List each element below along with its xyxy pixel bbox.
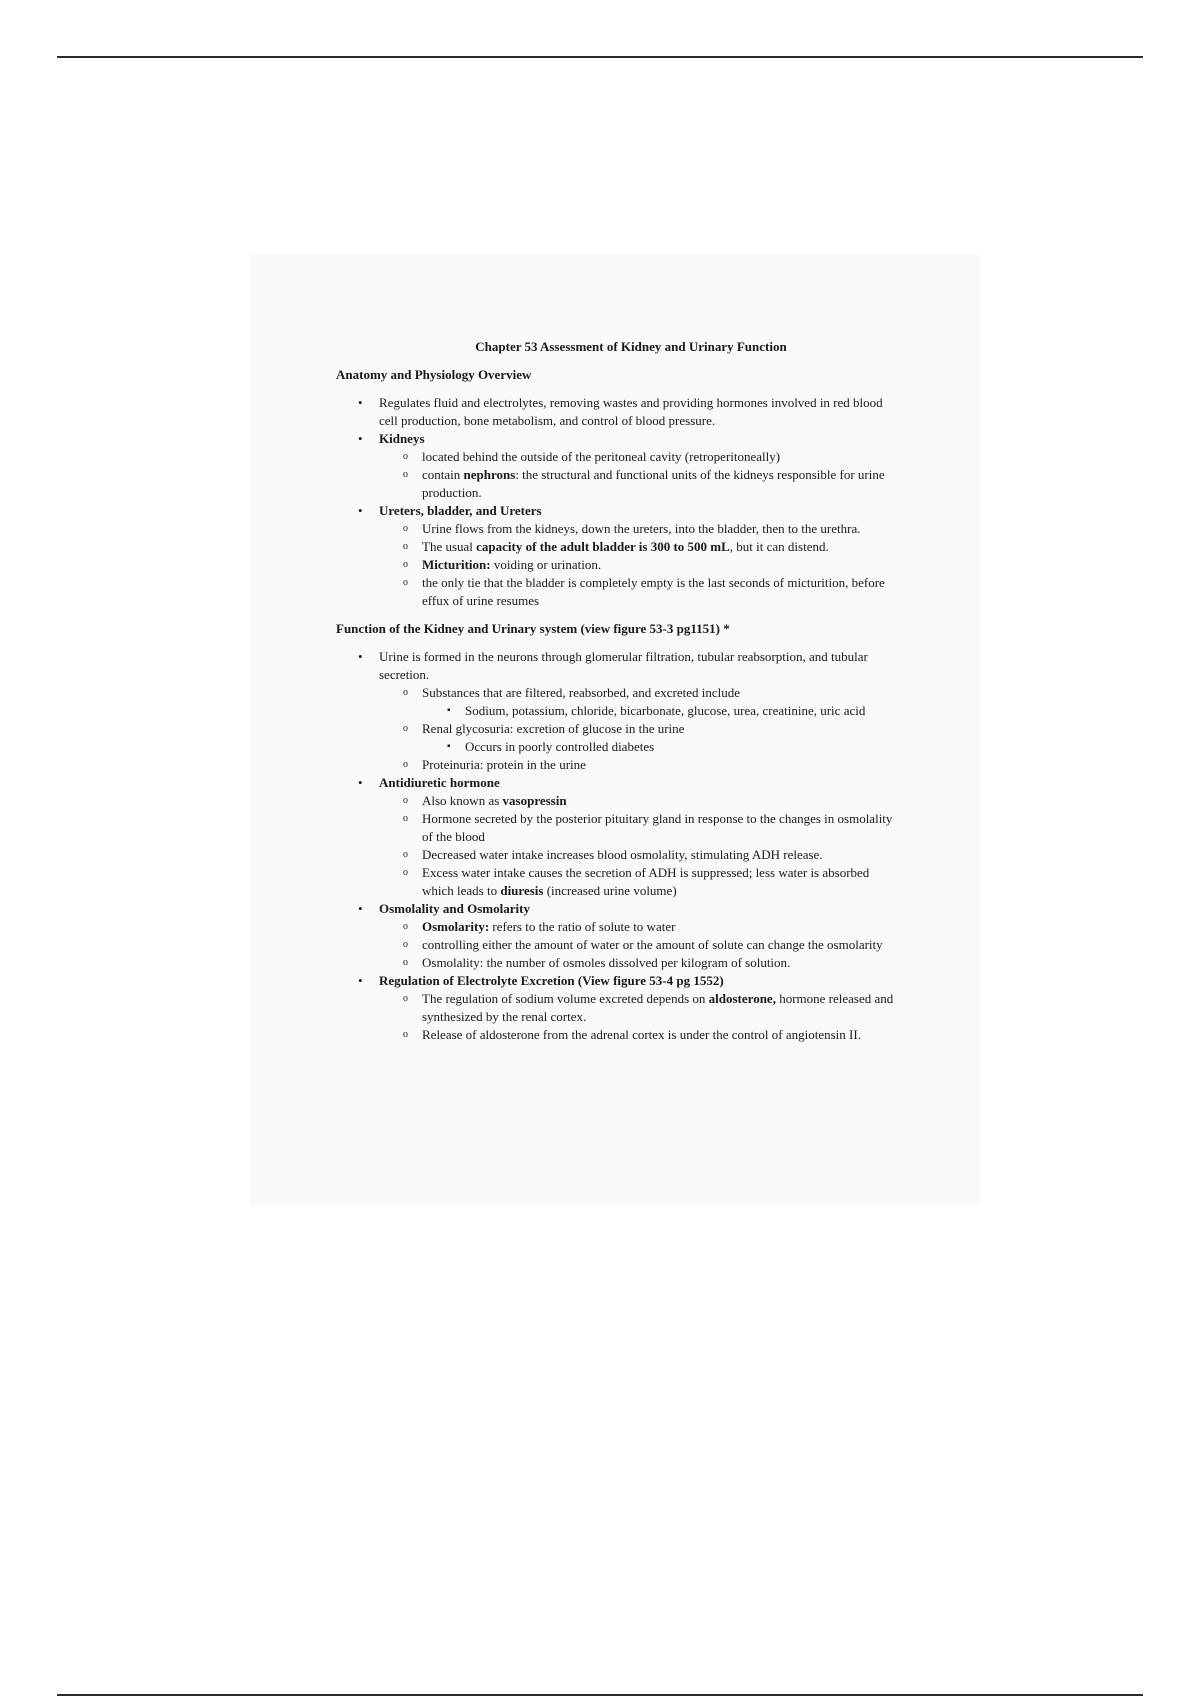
list-item: o Urine flows from the kidneys, down the ureters, into the bladder, then to the urethra. [379,520,896,538]
osmo-label: Osmolality and Osmolarity [379,901,530,916]
list-item: o The usual capacity of the adult bladder is 300 to 500 mL, but it can distend. [379,538,896,556]
document-title: Chapter 53 Assessment of Kidney and Urinary Function [475,339,787,354]
list-item: o The regulation of sodium volume excreted depends on aldosterone, hormone released and synthesized by the renal cortex. [379,990,896,1026]
list-item: ▪ Occurs in poorly controlled diabetes [422,738,896,756]
list-item: o located behind the outside of the peritoneal cavity (retroperitoneally) [379,448,896,466]
list-item: o Hormone secreted by the posterior pituitary gland in response to the changes in osmolality of the blood [379,810,896,846]
adh-label: Antidiuretic hormone [379,775,500,790]
list-item: o controlling either the amount of water or the amount of solute can change the osmolarity [379,936,896,954]
anatomy-list [336,394,896,610]
section-heading-anatomy: Anatomy and Physiology Overview [336,367,532,382]
list-item [336,430,896,502]
list-item: o Osmolality: the number of osmoles dissolved per kilogram of solution. [379,954,896,972]
list-item: o Also known as vasopressin [379,792,896,810]
list-item [336,502,896,610]
list-item: o Proteinuria: protein in the urine [379,756,896,774]
bottom-rule [57,1694,1143,1696]
document-content [336,338,896,1054]
list-item: • Urine is formed in the neurons through glomerular filtration, tubular reabsorption, and tubular secretion. o Substances that are filtered, reabsorbed, and excreted include ▪ Sodium, potassium, chloride, bicarbonate, glucose, urea, creatinine, uric acid o Renal glycosuria: excretion of glucose in the urine ▪ Occurs in poorly controlled diabetes o Proteinuria: protein in the urine [336,648,896,774]
ureters-label: Ureters, bladder, and Ureters [379,503,542,518]
list-item: ▪ Sodium, potassium, chloride, bicarbonate, glucose, urea, creatinine, uric acid [422,702,896,720]
top-rule [57,56,1143,58]
list-item [336,774,896,900]
list-item [336,900,896,972]
list-item: o Release of aldosterone from the adrenal cortex is under the control of angiotensin II. [379,1026,896,1044]
list-item: o Osmolarity: refers to the ratio of solute to water [379,918,896,936]
list-item: o Decreased water intake increases blood osmolality, stimulating ADH release. [379,846,896,864]
list-item: o Renal glycosuria: excretion of glucose in the urine ▪ Occurs in poorly controlled diabetes [379,720,896,756]
section-heading-function: Function of the Kidney and Urinary system (view figure 53-3 pg1151) * [336,621,730,636]
list-item: o Excess water intake causes the secretion of ADH is suppressed; less water is absorbed which leads to diuresis (increased urine volume) [379,864,896,900]
function-list [336,648,896,1044]
list-item: o contain nephrons: the structural and functional units of the kidneys responsible for urine production. [379,466,896,502]
list-item: o the only tie that the bladder is completely empty is the last seconds of micturition, before effux of urine resumes [379,574,896,610]
kidneys-label: Kidneys [379,431,425,446]
list-item [336,972,896,1044]
list-item: • Regulates fluid and electrolytes, removing wastes and providing hormones involved in red blood cell production, bone metabolism, and control of blood pressure. [336,394,896,430]
electrolyte-label: Regulation of Electrolyte Excretion (View figure 53-4 pg 1552) [379,973,724,988]
list-item: o Substances that are filtered, reabsorbed, and excreted include ▪ Sodium, potassium, chloride, bicarbonate, glucose, urea, creatinine, uric acid [379,684,896,720]
list-item: o Micturition: voiding or urination. [379,556,896,574]
